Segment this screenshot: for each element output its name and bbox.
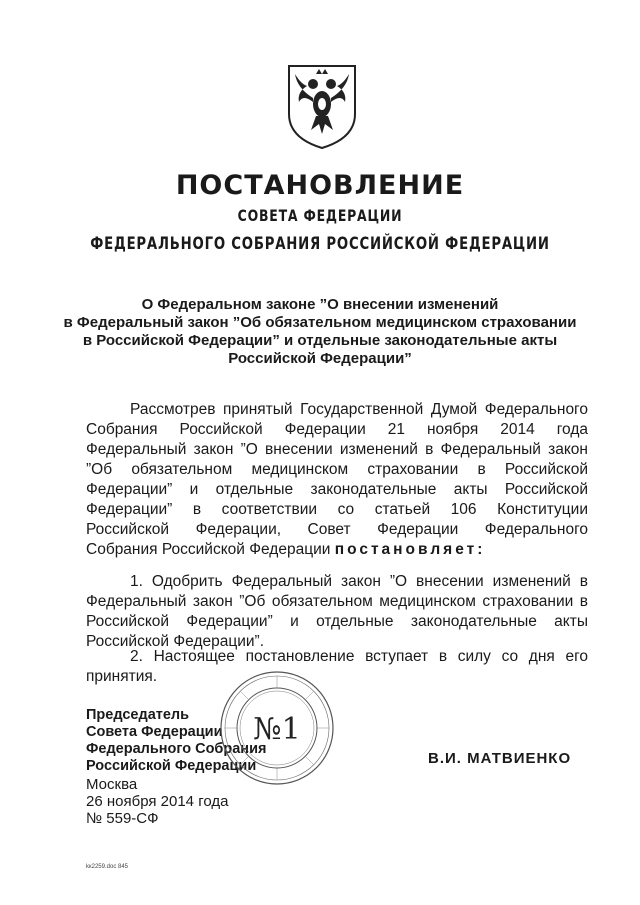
paragraph-line: принятия. [86,668,158,685]
signatory-line: Совета Федерации [86,724,223,740]
heading-line: Российской Федерации” [228,350,412,367]
place-city: Москва [86,776,138,793]
russian-coat-of-arms-emblem [283,62,361,150]
document-title: ПОСТАНОВЛЕНИЕ [175,170,465,201]
paragraph-line: Российской Федерации, Совет Федерации Федерального [86,521,588,538]
signatory-line: Федерального Собрания [86,741,267,757]
preamble-paragraph [86,400,588,560]
document-number: № 559-СФ [86,810,159,827]
paragraph-line: Российской Федерации”. [86,633,265,650]
place-and-date [86,776,228,827]
heading-line: в Российской Федерации” и отдельные законодательные акты [82,332,558,349]
paragraph-line-text: Собрания Российской Федерации [86,541,335,558]
paragraph-line: 1. Одобрить Федеральный закон ”О внесении изменений в [130,573,588,590]
resolution-heading [60,296,580,368]
paragraph-line: Рассмотрев принятый Государственной Думой Федерального [130,401,588,418]
paragraph-line: 2. Настоящее постановление вступает в силу со дня его [130,648,588,665]
stamp-number: №1 [253,712,301,747]
signatory-name: В.И. МАТВИЕНКО [428,750,572,767]
signatory-line: Российской Федерации [86,758,257,774]
paragraph-line: ”Об обязательном медицинском страховании в Российской [86,461,588,478]
paragraph-line: Российской Федерации” и отдельные законодательные акты [86,613,588,630]
signatory-line: Председатель [86,707,190,723]
paragraph-line: Федеральный закон ”О внесении изменений в Федеральный закон [86,441,588,458]
decree-word: постановляет: [334,541,486,558]
document-subtitle-assembly: ФЕДЕРАЛЬНОГО СОБРАНИЯ РОССИЙСКОЙ ФЕДЕРАЦИИ [90,234,550,254]
footer-file-code: kк2259.doc 845 [86,864,128,870]
paragraph-line [86,540,588,560]
document-subtitle-council: СОВЕТА ФЕДЕРАЦИИ [237,206,403,225]
item-1-paragraph [86,572,588,652]
item-2-paragraph [86,647,588,687]
document-date: 26 ноября 2014 года [86,793,229,810]
heading-line: в Федеральный закон ”Об обязательном медицинском страховании [63,314,577,331]
paragraph-line: Федерации” и отдельные законодательные акты Российской [86,481,588,498]
paragraph-line: Собрания Российской Федерации 21 ноября 2014 года [86,421,588,438]
heading-line: О Федеральном законе ”О внесении изменений [141,296,499,313]
paragraph-line: Федеральный закон ”Об обязательном медицинском страховании в [86,593,588,610]
official-seal-stamp [218,669,336,787]
paragraph-line: Федерации” в соответствии со статьей 106 Конституции [86,501,588,518]
